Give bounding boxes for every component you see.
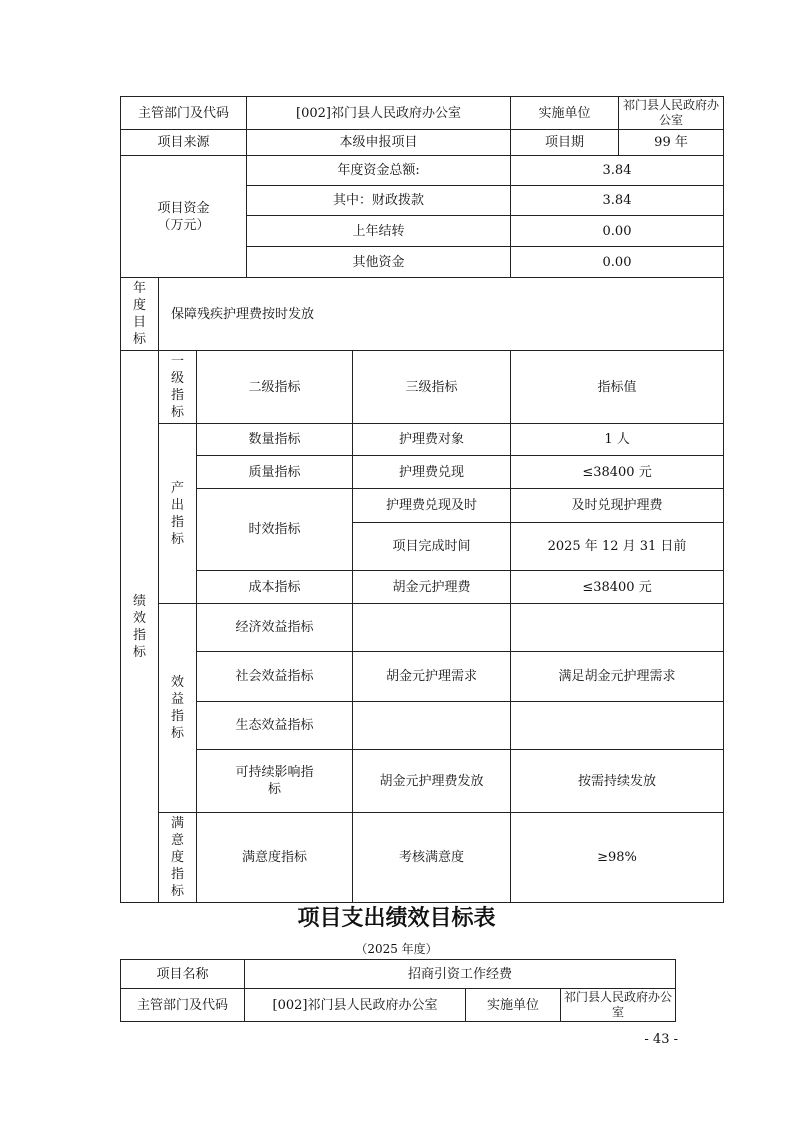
annual-goal-char: 年 — [132, 281, 146, 296]
satisfaction-char: 标 — [170, 884, 184, 899]
benefit-char: 指 — [170, 709, 184, 724]
project-name-value: 招商引资工作经费 — [245, 960, 676, 989]
page-number: - 43 - — [644, 1032, 678, 1047]
period-label: 项目期 — [511, 130, 619, 156]
annual-goal-label — [121, 278, 159, 351]
quality-value: ≤38400 元 — [511, 456, 724, 489]
fund-carryover-label: 上年结转 — [247, 216, 511, 247]
output-char: 指 — [170, 514, 184, 530]
sustainable-l2-line2: 标 — [268, 782, 282, 797]
annual-goal-char: 目 — [132, 315, 146, 330]
performance-table-new — [120, 959, 676, 1022]
satisfaction-value: ≥98% — [511, 813, 724, 903]
quality-l3: 护理费兑现 — [353, 456, 511, 489]
cost-l2: 成本指标 — [197, 571, 353, 604]
level1-char: 级 — [170, 371, 184, 386]
sustainable-l3: 胡金元护理费发放 — [353, 750, 511, 813]
satisfaction-l2: 满意度指标 — [197, 813, 353, 903]
level1-header — [159, 351, 197, 424]
satisfaction-char: 满 — [170, 816, 184, 831]
annual-goal-value: 保障残疾护理费按时发放 — [159, 278, 724, 351]
dept-label-2: 主管部门及代码 — [121, 989, 245, 1022]
funds-label — [121, 156, 247, 278]
social-l2: 社会效益指标 — [197, 652, 353, 702]
perf-char: 绩 — [132, 593, 146, 609]
period-value: 99 年 — [619, 130, 724, 156]
satisfaction-char: 度 — [170, 850, 184, 865]
fund-total-value: 3.84 — [511, 156, 724, 186]
project-name-label: 项目名称 — [121, 960, 245, 989]
benefit-char: 标 — [170, 726, 184, 741]
level1-char: 指 — [170, 388, 184, 403]
quantity-value: 1 人 — [511, 424, 724, 456]
ecological-l3 — [353, 702, 511, 750]
output-label — [159, 424, 197, 604]
sustainable-value: 按需持续发放 — [511, 750, 724, 813]
impl-value-2: 祁门县人民政府办公室 — [561, 989, 676, 1022]
benefit-char: 效 — [170, 675, 184, 690]
social-value: 满足胡金元护理需求 — [511, 652, 724, 702]
output-char: 产 — [170, 480, 184, 496]
sustainable-l2 — [197, 750, 353, 813]
timeliness-l3-1: 护理费兑现及时 — [353, 489, 511, 523]
social-l3: 胡金元护理需求 — [353, 652, 511, 702]
perf-char: 效 — [132, 610, 146, 626]
dept-value-2: [002]祁门县人民政府办公室 — [245, 989, 466, 1022]
quantity-l3: 护理费对象 — [353, 424, 511, 456]
fund-fiscal-label: 其中：财政拨款 — [247, 186, 511, 216]
ecological-value — [511, 702, 724, 750]
fund-carryover-value: 0.00 — [511, 216, 724, 247]
fund-fiscal-value: 3.84 — [511, 186, 724, 216]
timeliness-l2: 时效指标 — [197, 489, 353, 571]
dept-value: [002]祁门县人民政府办公室 — [247, 97, 511, 130]
annual-goal-char: 度 — [132, 298, 146, 313]
timeliness-value-2: 2025 年 12 月 31 日前 — [511, 523, 724, 571]
cost-l3: 胡金元护理费 — [353, 571, 511, 604]
fund-other-value: 0.00 — [511, 247, 724, 278]
level1-char: 标 — [170, 405, 184, 420]
source-value: 本级申报项目 — [247, 130, 511, 156]
output-char: 标 — [170, 531, 184, 547]
impl-value: 祁门县人民政府办公室 — [619, 97, 724, 130]
level2-header: 二级指标 — [197, 351, 353, 424]
satisfaction-label — [159, 813, 197, 903]
satisfaction-char: 意 — [170, 833, 184, 848]
ecological-l2: 生态效益指标 — [197, 702, 353, 750]
annual-goal-char: 标 — [132, 332, 146, 347]
impl-label-2: 实施单位 — [466, 989, 561, 1022]
value-header: 指标值 — [511, 351, 724, 424]
economic-l2: 经济效益指标 — [197, 604, 353, 652]
economic-value — [511, 604, 724, 652]
funds-label-line1: 项目资金 — [157, 200, 210, 216]
level3-header: 三级指标 — [353, 351, 511, 424]
economic-l3 — [353, 604, 511, 652]
impl-label: 实施单位 — [511, 97, 619, 130]
performance-table-continued — [120, 96, 724, 903]
perf-char: 标 — [132, 644, 146, 660]
timeliness-value-1: 及时兑现护理费 — [511, 489, 724, 523]
dept-label: 主管部门及代码 — [121, 97, 247, 130]
level1-char: 一 — [170, 354, 184, 369]
perf-char: 指 — [132, 627, 146, 643]
benefit-char: 益 — [170, 692, 184, 707]
quantity-l2: 数量指标 — [197, 424, 353, 456]
table-subtitle: （2025 年度） — [355, 942, 438, 956]
satisfaction-char: 指 — [170, 867, 184, 882]
sustainable-l2-line1: 可持续影响指 — [235, 765, 314, 780]
cost-value: ≤38400 元 — [511, 571, 724, 604]
fund-other-label: 其他资金 — [247, 247, 511, 278]
output-char: 出 — [170, 497, 184, 513]
funds-label-line2: （万元） — [157, 217, 210, 233]
source-label: 项目来源 — [121, 130, 247, 156]
timeliness-l3-2: 项目完成时间 — [353, 523, 511, 571]
perf-label — [121, 351, 159, 903]
quality-l2: 质量指标 — [197, 456, 353, 489]
benefit-label — [159, 604, 197, 813]
table-title: 项目支出绩效目标表 — [297, 906, 496, 931]
fund-total-label: 年度资金总额: — [247, 156, 511, 186]
satisfaction-l3: 考核满意度 — [353, 813, 511, 903]
